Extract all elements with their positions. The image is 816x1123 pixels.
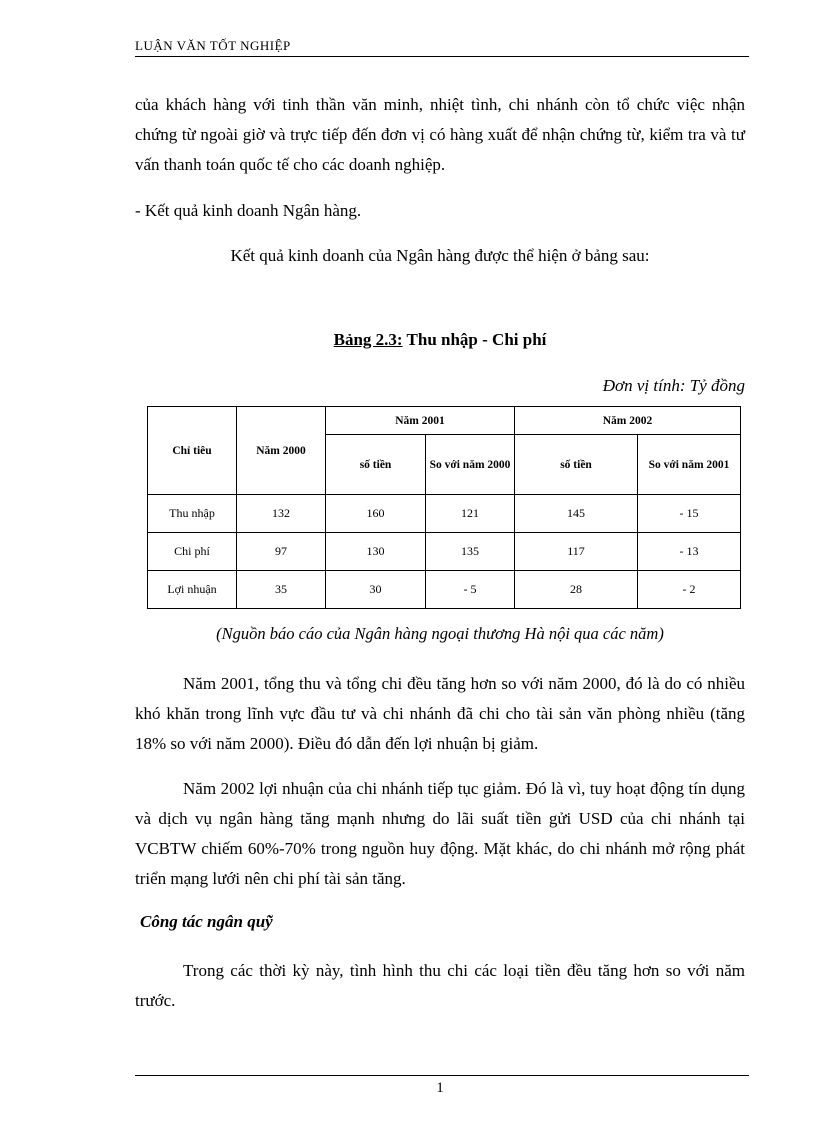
header-so-tien-2001: số tiền: [326, 435, 426, 495]
row-label: Thu nhập: [148, 495, 237, 533]
header-so-tien-2002: số tiền: [515, 435, 638, 495]
header-nam-2002: Năm 2002: [515, 407, 741, 435]
cell-cmp-2001: - 13: [638, 533, 741, 571]
cell-2001: 130: [326, 533, 426, 571]
cell-2001: 30: [326, 571, 426, 609]
header-nam-2001: Năm 2001: [326, 407, 515, 435]
table-unit: Đơn vị tính: Tỷ đồng: [602, 376, 745, 395]
table-title-label: Bảng 2.3:: [333, 330, 403, 349]
income-expense-table: [147, 406, 741, 609]
row-label: Lợi nhuận: [148, 571, 237, 609]
header-chi-tieu: Chỉ tiêu: [148, 407, 237, 495]
section-heading: Công tác ngân quỹ: [140, 912, 273, 931]
paragraph-1: của khách hàng với tinh thần văn minh, nhiệt tình, chi nhánh còn tổ chức việc nhận chứng từ ngoài giờ và trực tiếp đến đơn vị có hàng xuất để nhận chứng từ, kiểm tra và tư vấn thanh toán quốc tế cho các doanh nghiệp.: [135, 95, 745, 174]
table-title: [135, 330, 745, 350]
cell-2001: 160: [326, 495, 426, 533]
cell-2002: 117: [515, 533, 638, 571]
row-label: Chi phí: [148, 533, 237, 571]
footer-divider: [135, 1075, 749, 1076]
cell-2002: 145: [515, 495, 638, 533]
table-source: (Nguồn báo cáo của Ngân hàng ngoại thương Hà nội qua các năm): [216, 624, 664, 643]
header-so-voi-2000: So với năm 2000: [426, 435, 515, 495]
document-header: LUẬN VĂN TỐT NGHIỆP: [135, 38, 291, 53]
cell-cmp-2001: - 15: [638, 495, 741, 533]
cell-cmp-2000: 121: [426, 495, 515, 533]
cell-2002: 28: [515, 571, 638, 609]
header-so-voi-2001: So với năm 2001: [638, 435, 741, 495]
table-row: [148, 495, 741, 533]
cell-2000: 132: [237, 495, 326, 533]
paragraph-3: Kết quả kinh doanh của Ngân hàng được thể hiện ở bảng sau:: [230, 246, 650, 265]
page-number: 1: [436, 1080, 444, 1096]
cell-2000: 97: [237, 533, 326, 571]
header-nam-2000: Năm 2000: [237, 407, 326, 495]
paragraph-5: Năm 2002 lợi nhuận của chi nhánh tiếp tục giảm. Đó là vì, tuy hoạt động tín dụng và dịch vụ ngân hàng tăng mạnh nhưng do lãi suất tiền gửi USD của chi nhánh tại VCBTW chiếm 60%-70% trong nguồn huy động. Mặt khác, do chi nhánh mở rộng phát triển mạng lưới nên chi phí tài sản tăng.: [135, 779, 745, 888]
table-row: [148, 533, 741, 571]
paragraph-6: Trong các thời kỳ này, tình hình thu chi các loại tiền đều tăng hơn so với năm trước.: [135, 961, 745, 1010]
cell-cmp-2000: 135: [426, 533, 515, 571]
cell-cmp-2000: - 5: [426, 571, 515, 609]
table-title-text: Thu nhập - Chi phí: [402, 330, 547, 349]
paragraph-2: - Kết quả kinh doanh Ngân hàng.: [135, 201, 362, 220]
cell-cmp-2001: - 2: [638, 571, 741, 609]
cell-2000: 35: [237, 571, 326, 609]
header-divider: [135, 56, 749, 57]
table-row: [148, 571, 741, 609]
paragraph-4: Năm 2001, tổng thu và tổng chi đều tăng hơn so với năm 2000, đó là do có nhiều khó khăn trong lĩnh vực đầu tư và chi nhánh đã chi cho tài sản văn phòng nhiều (tăng 18% so với năm 2000). Điều đó dẫn đến lợi nhuận bị giảm.: [135, 674, 745, 753]
